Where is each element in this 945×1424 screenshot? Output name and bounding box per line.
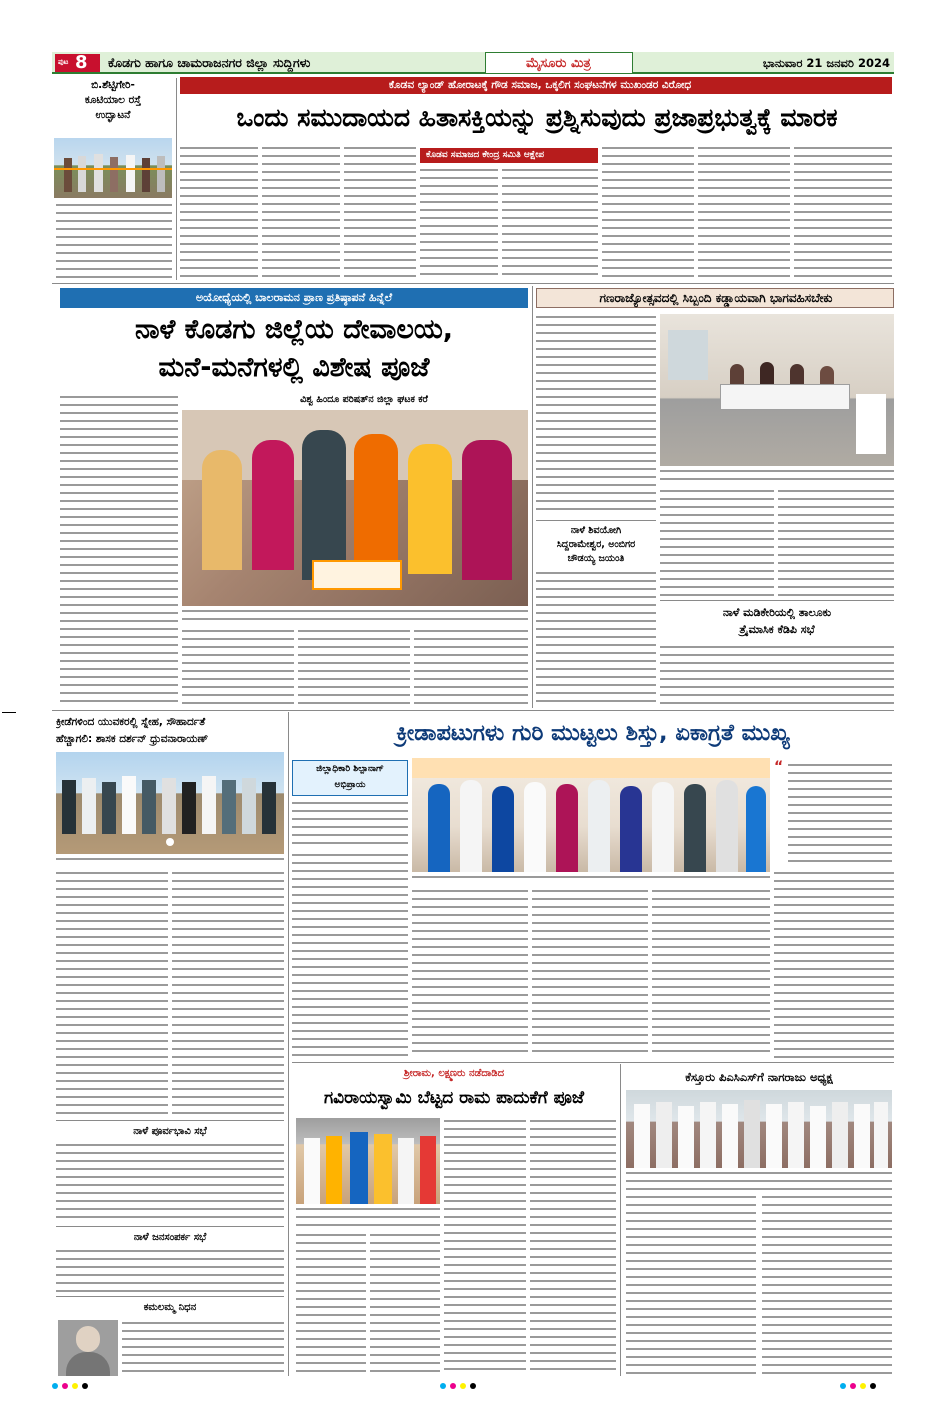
sports-main-photo bbox=[412, 758, 770, 872]
pacs-photo bbox=[626, 1090, 892, 1168]
republic-meeting-photo bbox=[660, 314, 894, 466]
rama-photo-caption bbox=[296, 1206, 440, 1228]
republic-col-2 bbox=[660, 488, 774, 596]
pacs-col-2 bbox=[762, 1194, 892, 1376]
sports-main-col-2 bbox=[292, 852, 408, 1058]
pre-meeting-headline: ನಾಳೆ ಪೂರ್ವಭಾವಿ ಸಭೆ bbox=[133, 1126, 207, 1137]
road-story-header bbox=[52, 78, 174, 136]
sports-main-headline: ಕ್ರೀಡಾಪಟುಗಳು ಗುರಿ ಮುಟ್ಟಲು ಶಿಸ್ತು, ಏಕಾಗ್ರತೆ ಮುಖ್ಯ bbox=[396, 720, 790, 746]
rama-kicker: ಶ್ರೀರಾಮ, ಲಕ್ಷ್ಮಣರು ನಡೆದಾಡಿದ bbox=[403, 1068, 505, 1079]
kodava-col-3 bbox=[344, 145, 416, 280]
pre-meeting-body bbox=[56, 1142, 284, 1222]
jayanti-body bbox=[536, 570, 656, 706]
rama-col-1 bbox=[296, 1232, 366, 1376]
road-headline-2: ಕೂಟಿಯಾಲ ರಸ್ತೆ bbox=[84, 94, 142, 106]
sports-main-col-3 bbox=[412, 888, 528, 1058]
page-number: 8 bbox=[75, 52, 88, 73]
quote-mark-icon: “ bbox=[774, 759, 784, 775]
kodava-col-5 bbox=[502, 167, 598, 280]
kodava-kicker-text: ಕೊಡವ ಲ್ಯಾಂಡ್ ಹೋರಾಟಕ್ಕೆ ಗೌಡ ಸಮಾಜ, ಒಕ್ಕಲಿಗ ಸಂಘಟನೆಗಳ ಮುಖಂಡರ ವಿರೋಧ bbox=[388, 79, 692, 91]
color-registration-bar-left bbox=[52, 1380, 112, 1392]
color-registration-bar-right bbox=[840, 1380, 894, 1392]
pacs-photo-caption bbox=[626, 1170, 892, 1190]
road-headline-3: ಉದ್ಘಾಟನೆ bbox=[95, 109, 131, 121]
kodava-headline: ಒಂದು ಸಮುದಾಯದ ಹಿತಾಸಕ್ತಿಯನ್ನು ಪ್ರಶ್ನಿಸುವುದು ಪ್ರಜಾಪ್ರಭುತ್ವಕ್ಕೆ ಮಾರಕ bbox=[236, 103, 838, 132]
kodava-col-8 bbox=[794, 145, 892, 280]
puja-headline-1: ನಾಳೆ ಕೊಡಗು ಜಿಲ್ಲೆಯ ದೇವಾಲಯ, bbox=[134, 314, 453, 345]
crop-mark-left bbox=[2, 712, 16, 713]
republic-photo-caption bbox=[660, 468, 894, 484]
contact-meeting-body bbox=[56, 1248, 284, 1292]
puja-col-4 bbox=[414, 628, 528, 706]
rama-photo bbox=[296, 1118, 440, 1204]
kodava-col-6 bbox=[602, 145, 694, 280]
jayanti-headline-3: ಚೌಡಯ್ಯ ಜಯಂತಿ bbox=[567, 553, 625, 564]
sports-left-col-2 bbox=[172, 870, 284, 1116]
paper-name: ಮೈಸೂರು ಮಿತ್ರ bbox=[526, 56, 591, 71]
sports-left-photo bbox=[56, 752, 284, 854]
kdp-body bbox=[660, 644, 894, 706]
paper-name-box bbox=[485, 52, 633, 74]
jayanti-headline-1: ನಾಳೆ ಶಿವಯೋಗಿ bbox=[570, 525, 622, 536]
obituary-body bbox=[122, 1320, 284, 1376]
puja-photo-caption bbox=[182, 608, 528, 622]
puja-photo-label: ವಿಶ್ವ ಹಿಂದೂ ಪರಿಷತ್‌ನ ಜಿಲ್ಲಾ ಘಟಕ ಕರೆ bbox=[300, 394, 428, 405]
contact-meeting-headline: ನಾಳೆ ಜನಸಂಪರ್ಕ ಸಭೆ bbox=[133, 1232, 207, 1243]
puja-kicker: ಅಯೋಧ್ಯೆಯಲ್ಲಿ ಬಾಲರಾಮನ ಪ್ರಾಣ ಪ್ರತಿಷ್ಠಾಪನೆ ಹಿನ್ನೆಲೆ bbox=[195, 291, 393, 304]
kodava-col-7 bbox=[698, 145, 790, 280]
republic-col-1 bbox=[536, 314, 656, 516]
puja-col-2 bbox=[182, 628, 294, 706]
jayanti-headline-2: ಸಿದ್ದರಾಮೇಶ್ವರ, ಅಂಬಿಗರ bbox=[556, 539, 636, 550]
puja-photo bbox=[182, 410, 528, 606]
sports-main-col-4 bbox=[532, 888, 648, 1058]
page-label: ಪುಟ bbox=[58, 58, 69, 66]
sports-main-caption bbox=[412, 874, 770, 884]
sports-main-col-6 bbox=[774, 870, 894, 1058]
sports-main-col-1 bbox=[292, 800, 408, 848]
color-registration-bar-center bbox=[440, 1380, 500, 1392]
page-badge bbox=[55, 54, 100, 72]
obituary-photo bbox=[58, 1320, 118, 1376]
section-title: ಕೊಡಗು ಹಾಗೂ ಚಾಮರಾಜನಗರ ಜಿಲ್ಲಾ ಸುದ್ದಿಗಳು bbox=[108, 55, 311, 70]
sports-byline-1: ಜಿಲ್ಲಾಧಿಕಾರಿ ಶಿಲ್ಪಾನಾಗ್ bbox=[316, 764, 384, 774]
sports-main-byline bbox=[292, 760, 408, 796]
rama-col-4 bbox=[530, 1118, 616, 1376]
rama-headline: ಗವಿರಾಯಸ್ವಾಮಿ ಬೆಟ್ಟದ ರಾಮ ಪಾದುಕೆಗೆ ಪೂಜೆ bbox=[323, 1088, 585, 1108]
pacs-col-1 bbox=[626, 1194, 756, 1376]
sports-left-headline-2: ಹೆಚ್ಚಾಗಲಿ: ಶಾಸಕ ದರ್ಶನ್ ಧ್ರುವನಾರಾಯಣ್ bbox=[56, 733, 209, 745]
issue-date: ಭಾನುವಾರ 21 ಜನವರಿ 2024 bbox=[762, 56, 890, 70]
road-inauguration-photo bbox=[54, 138, 172, 198]
puja-col-1 bbox=[60, 394, 178, 706]
kodava-col-1 bbox=[180, 145, 258, 280]
republic-headline: ಗಣರಾಜ್ಯೋತ್ಸವದಲ್ಲಿ ಸಿಬ್ಬಂದಿ ಕಡ್ಡಾಯವಾಗಿ ಭಾಗವಹಿಸಬೇಕು bbox=[599, 291, 833, 305]
jayanti-header bbox=[536, 524, 656, 568]
kodava-sub-kicker-text: ಕೊಡವ ಸಮಾಜದ ಕೇಂದ್ರ ಸಮಿತಿ ಆಕ್ಷೇಪ bbox=[426, 150, 545, 160]
sports-left-header bbox=[56, 714, 284, 750]
sports-main-col-5 bbox=[652, 888, 770, 1058]
sports-left-headline-1: ಕ್ರೀಡೆಗಳಿಂದ ಯುವಕರಲ್ಲಿ ಸ್ನೇಹ, ಸೌಹಾರ್ದತೆ bbox=[56, 716, 206, 728]
sports-byline-2: ಅಭಿಪ್ರಾಯ bbox=[334, 780, 366, 790]
republic-col-3 bbox=[778, 488, 894, 596]
kdp-headline-1: ನಾಳೆ ಮಡಿಕೇರಿಯಲ್ಲಿ ತಾಲೂಕು bbox=[722, 606, 832, 619]
puja-col-3 bbox=[298, 628, 410, 706]
kodava-col-2 bbox=[262, 145, 340, 280]
rama-col-3 bbox=[444, 1118, 526, 1376]
puja-headline-2: ಮನೆ-ಮನೆಗಳಲ್ಲಿ ವಿಶೇಷ ಪೂಜೆ bbox=[158, 352, 430, 383]
kdp-header bbox=[660, 604, 894, 640]
sports-quote-box bbox=[774, 760, 894, 866]
pacs-headline: ಕೆಸ್ತೂರು ಪಿಎಸಿಎಸ್‌ಗೆ ನಾಗರಾಜು ಅಧ್ಯಕ್ಷ bbox=[685, 1070, 833, 1084]
road-story-body bbox=[56, 202, 172, 282]
obituary-headline: ಕಮಲಮ್ಮ ನಿಧನ bbox=[143, 1302, 197, 1313]
sports-quote-body bbox=[788, 762, 892, 864]
sports-left-col-1 bbox=[56, 870, 168, 1116]
sports-left-caption bbox=[56, 856, 284, 866]
rama-col-2 bbox=[370, 1232, 440, 1376]
kdp-headline-2: ತ್ರೈಮಾಸಿಕ ಕೆಡಿಪಿ ಸಭೆ bbox=[739, 623, 815, 636]
kodava-col-4 bbox=[420, 167, 498, 280]
road-headline-1: ಬಿ.ಶೆಟ್ಟಿಗೇರಿ- bbox=[91, 79, 135, 91]
